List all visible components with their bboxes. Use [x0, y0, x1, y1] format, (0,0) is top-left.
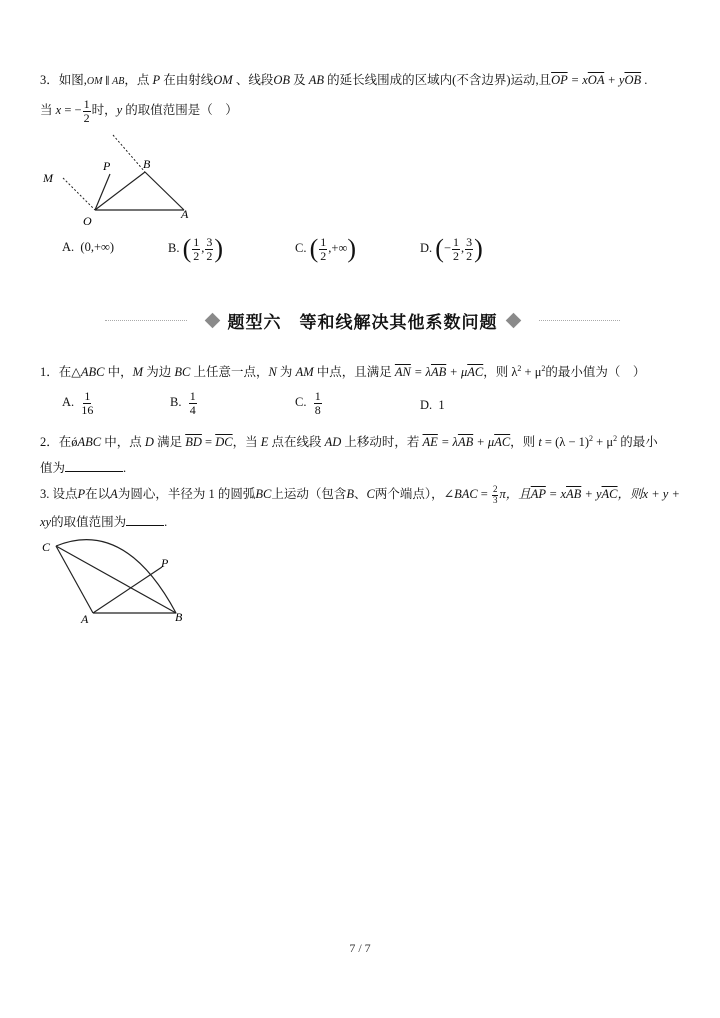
s6-question-2-line-2: 值为 . [40, 461, 127, 475]
label-m: M [43, 171, 53, 185]
segment-ab [145, 172, 184, 210]
option-c[interactable]: C. $\frac{1}{8}$ [295, 389, 321, 417]
figure-arc-bc [35, 533, 205, 633]
s6-question-3-line-2: xy的取值范围为 . [40, 515, 168, 529]
diamond-icon [505, 312, 521, 328]
divider-left [105, 320, 187, 321]
section-title: 题型六 等和线解决其他系数问题 [227, 312, 498, 333]
label-a: A [81, 612, 89, 626]
label-c: C [42, 540, 51, 554]
option-d[interactable]: D. (− $\frac{1}{2}$ , $\frac{3}{2}$ ) [420, 234, 483, 263]
s6-question-3-line-1: 3. 设点P在以A为圆心，半径为 1 的圆弧BC上运动（包含B、C两个端点），∠BAC = $\frac{2}{3}$ π，且$\overline{AP} = x\overline{AB} + y\overline{AC}$，则x + y + [40, 484, 680, 505]
arc-bc [56, 540, 176, 613]
option-a[interactable]: A. (0,+∞) [62, 240, 115, 254]
label-b: B [175, 610, 183, 624]
ob-extension-dashed [113, 135, 145, 172]
divider-right [539, 320, 621, 321]
label-o: O [83, 214, 92, 228]
question-3-line-1: 3．如图,OM ∥ AB，点 P 在由射线OM 、线段OB 及 AB 的延长线围成的区域内(不含边界)运动,且$\overline{OP} = x\overline{OA} + y\overline{OB}$ . [40, 73, 648, 87]
s6-question-1: 1．在△ABC 中，M 为边 BC 上任意一点，N 为 AM 中点，且满足 $\overline{AN} = \lambda\overline{AB} + \mu\overline{AC}$，则 $\lambda^2 + \mu^2$的最小值为（ ） [40, 363, 646, 379]
label-p: P [103, 159, 111, 173]
section-heading [95, 306, 630, 334]
question-3-line-2: 当 x = − $\frac{1}{2}$ 时，y 的取值范围是（ ） [40, 97, 238, 125]
question-number: 3． [40, 73, 59, 87]
option-b[interactable]: B. ( $\frac{1}{2}$ , $\frac{3}{2}$ ) [168, 234, 224, 263]
fraction: $\frac{1}{2}$ [83, 97, 90, 125]
segment-ap [93, 567, 162, 613]
option-d[interactable]: D. 1 [420, 398, 445, 412]
label-a: A [181, 207, 189, 221]
s6-question-2-line-1: 2．在ǿABC 中，点 D 满足 $\overline{BD} = \overline{DC}$，当 E 点在线段 AD 上移动时，若 $\overline{AE} = \lambda\overline{AB} + \mu\overline{AC}$，则 $t = (\lambda - 1)^2 + \mu^2$ 的最小 [40, 433, 658, 449]
label-p: P [161, 556, 169, 570]
answer-blank[interactable] [126, 513, 164, 526]
ray-om-dashed [63, 178, 95, 210]
diamond-icon [204, 312, 220, 328]
answer-blank[interactable] [65, 459, 123, 472]
option-a[interactable]: A. $\frac{1}{16}$ [62, 389, 94, 417]
label-b: B [143, 157, 151, 171]
option-c[interactable]: C. ( $\frac{1}{2}$ ,+∞) [295, 234, 357, 263]
figure-om-ab [35, 130, 235, 230]
option-b[interactable]: B. $\frac{1}{4}$ [170, 389, 196, 417]
page-number: 7 / 7 [349, 941, 371, 955]
